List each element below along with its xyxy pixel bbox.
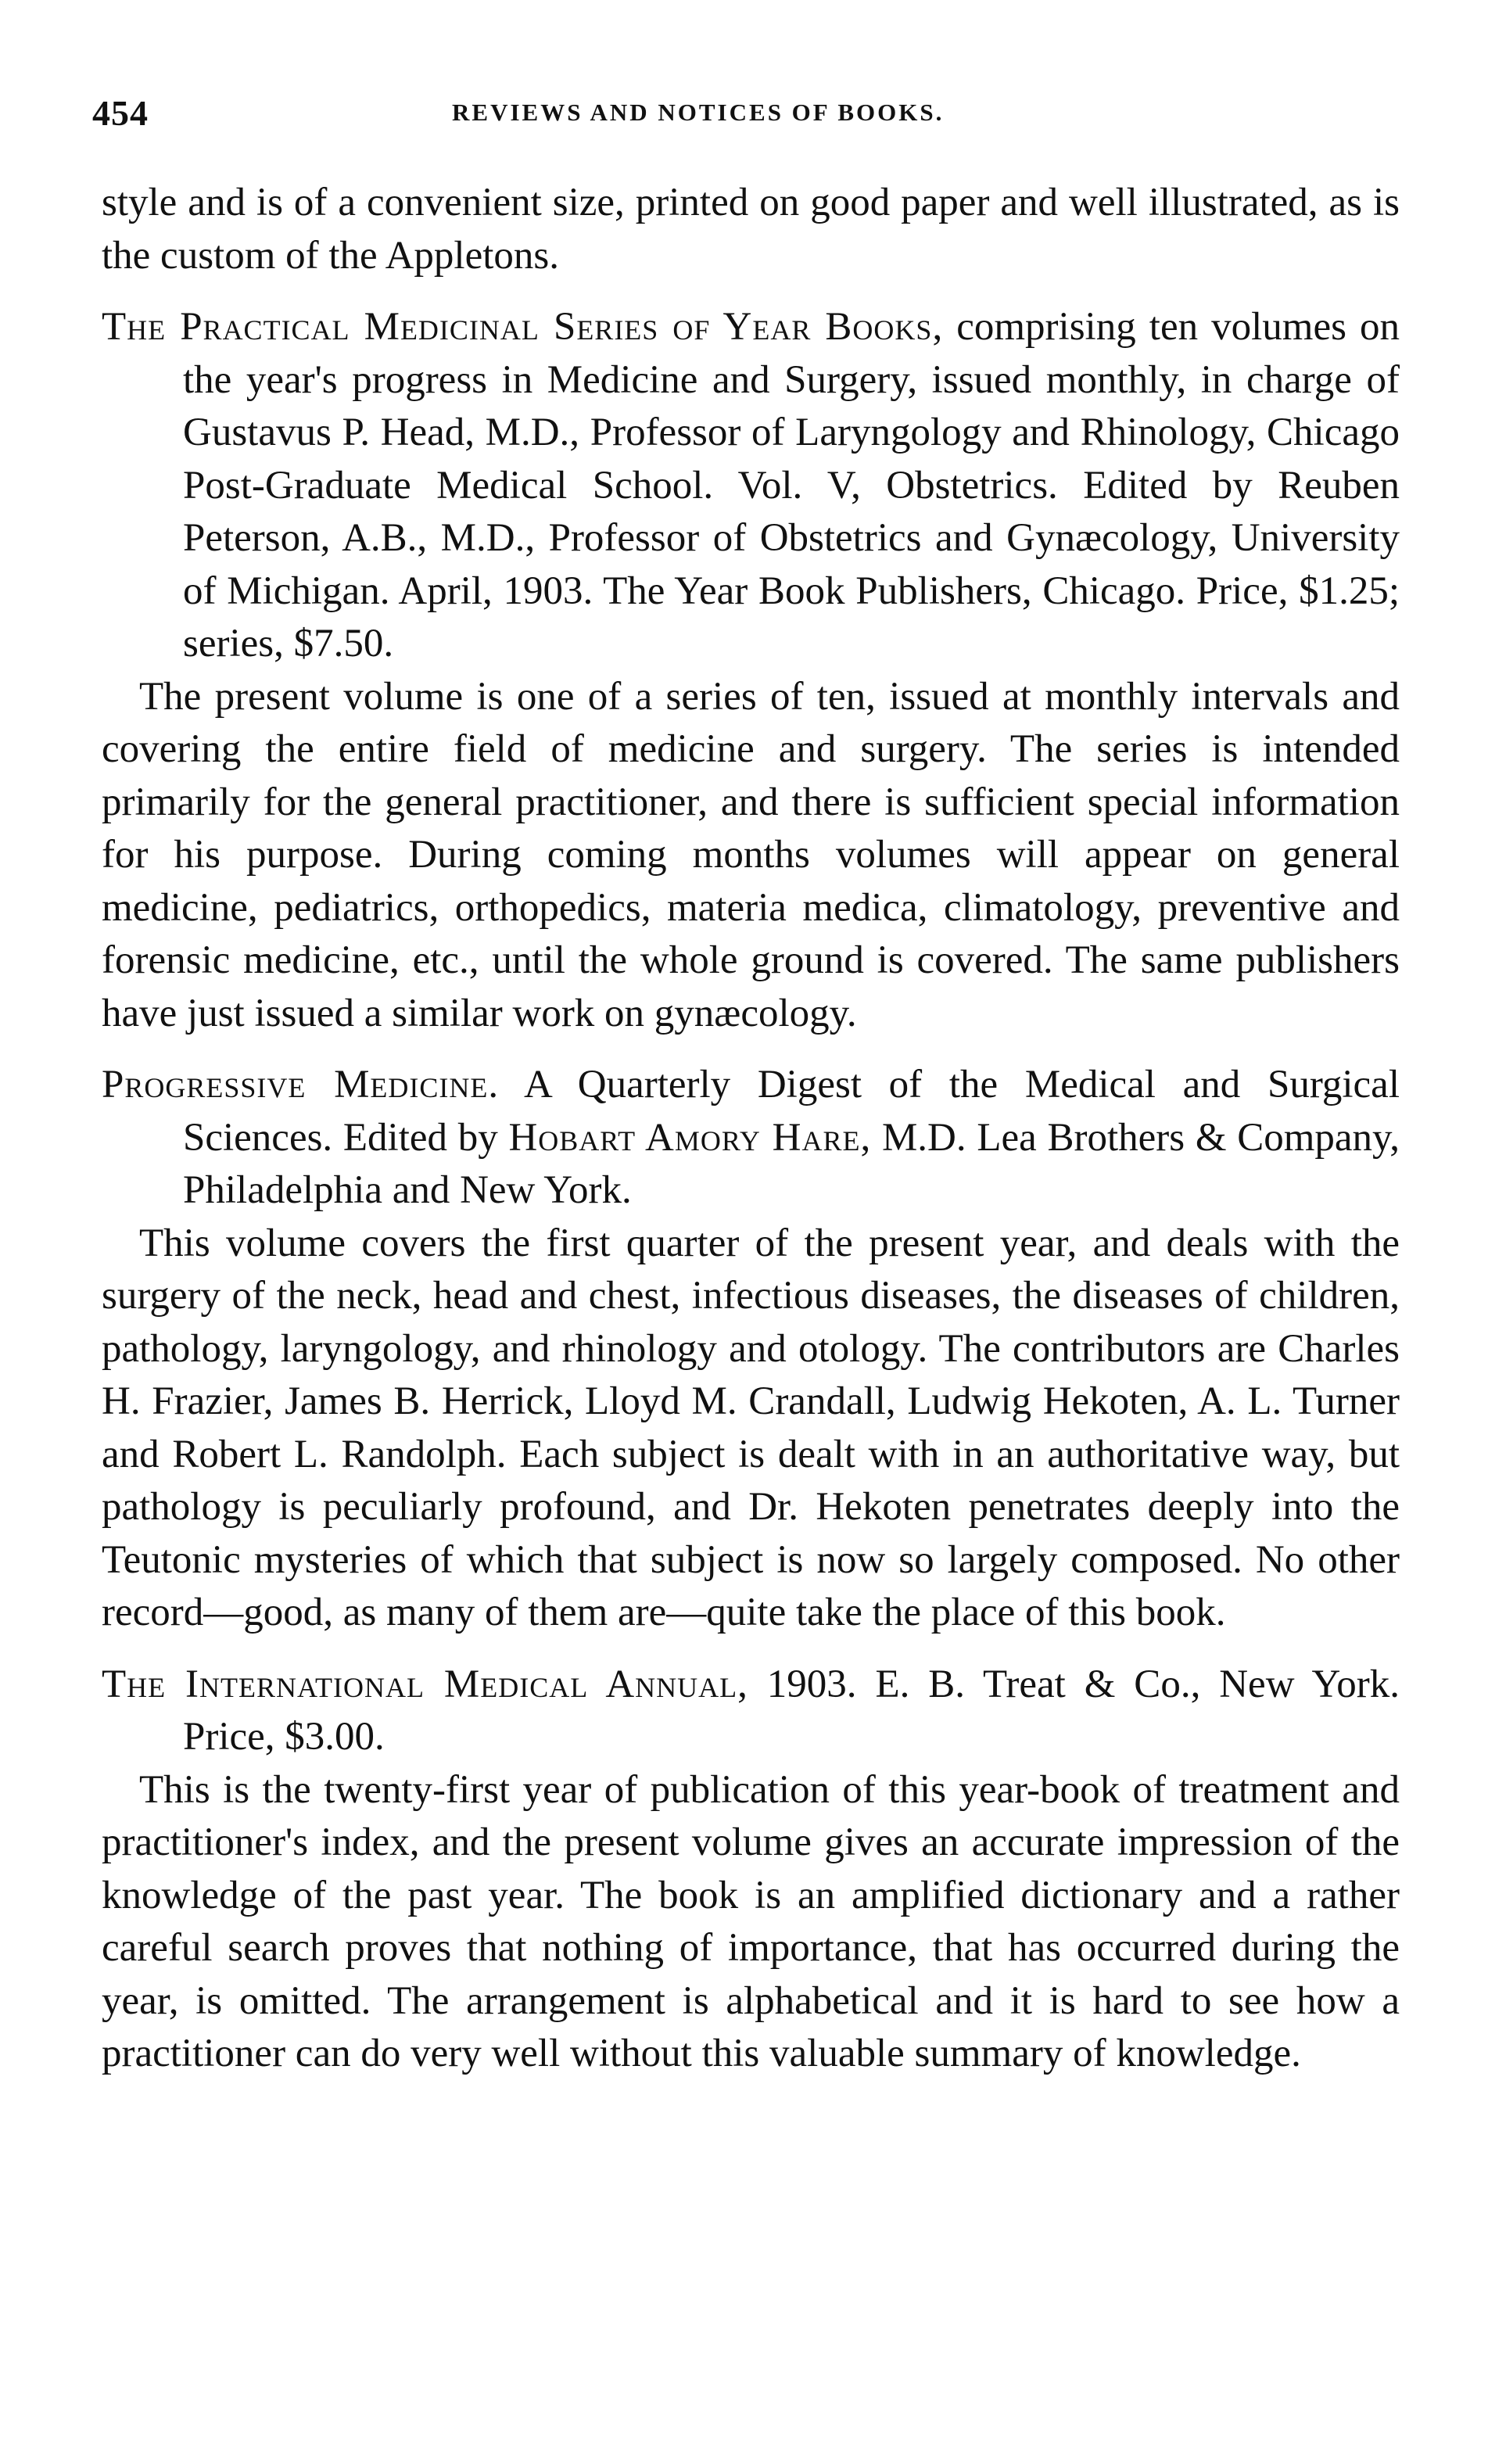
page-body bbox=[102, 177, 1400, 2081]
review-paragraph: This volume covers the first quarter of the present year, and deals with the surgery of the neck, head and chest, infectious diseases, the diseases of children, pathology, laryngology, and rhinology and otology. The contributors are Charles H. Frazier, James B. Herrick, Lloyd M. Crandall, Ludwig Hekoten, A. L. Turner and Robert L. Randolph. Each subject is dealt with in an authoritative way, but pathology is peculiarly profound, and Dr. Hekoten penetrates deeply into the Teutonic mysteries of which that subject is now so largely composed. No other record—good, as many of them are—quite take the place of this book. bbox=[102, 1221, 1400, 1634]
book-entry-progressive-medicine bbox=[102, 1059, 1400, 1218]
book-details: 1903. E. B. Treat & Co., New York. Price, $3.00. bbox=[183, 1662, 1400, 1759]
editor-name: Hobart Amory Hare, bbox=[508, 1115, 872, 1160]
review-paragraph: The present volume is one of a series of ten, issued at monthly intervals and covering the entire field of medicine and surgery. The series is intended primarily for the general practitioner, and there is sufficient special information for his purpose. During coming months volumes will appear on general medicine, pediatrics, orthopedics, materia medica, climatology, preventive and forensic medicine, etc., until the whole ground is covered. The same publishers have just issued a similar work on gynæcology. bbox=[102, 674, 1400, 1035]
book-details: M.D. Lea Brothers & Company, Philadelphia and New York. bbox=[183, 1115, 1400, 1212]
running-head bbox=[92, 92, 1398, 139]
book-title: Progressive Medicine. bbox=[102, 1063, 500, 1106]
page-number: 454 bbox=[92, 93, 149, 133]
spacer bbox=[102, 1040, 1400, 1059]
spacer bbox=[102, 1640, 1400, 1659]
book-title: The International Medical Annual, bbox=[102, 1662, 748, 1706]
book-entry-year-books bbox=[102, 301, 1400, 671]
continued-paragraph: style and is of a convenient size, printed on good paper and well illustrated, as is the custom of the Appletons. bbox=[102, 181, 1400, 278]
book-title: The Practical Medicinal Series of Year Books, bbox=[102, 305, 944, 349]
spacer bbox=[102, 282, 1400, 301]
book-entry-international-annual bbox=[102, 1659, 1400, 1764]
running-title: REVIEWS AND NOTICES OF BOOKS. bbox=[452, 99, 945, 126]
review-paragraph: This is the twenty-first year of publication of this year-book of treatment and practitioner's index, and the present volume gives an accurate impression of the knowledge of the past year. The book is an amplified dictionary and a rather careful search proves that nothing of importance, that has occurred during the year, is omitted. The arrangement is alphabetical and it is hard to see how a practitioner can do very well without this valuable summary of knowledge. bbox=[102, 1767, 1400, 2075]
book-details: A Quarterly Digest of the Medical and Surgical Sciences. Edited by bbox=[183, 1063, 1400, 1160]
book-details: comprising ten volumes on the year's progress in Medicine and Surgery, issued monthly, in charge of Gustavus P. Head, M.D., Professor of Laryngology and Rhinology, Chicago Post-Graduate Medical School. Vol. V, Obstetrics. Edited by Reuben Peterson, A.B., M.D., Professor of Obstetrics and Gynæcology, University of Michigan. April, 1903. The Year Book Publishers, Chicago. Price, $1.25; series, $7.50. bbox=[183, 305, 1400, 665]
